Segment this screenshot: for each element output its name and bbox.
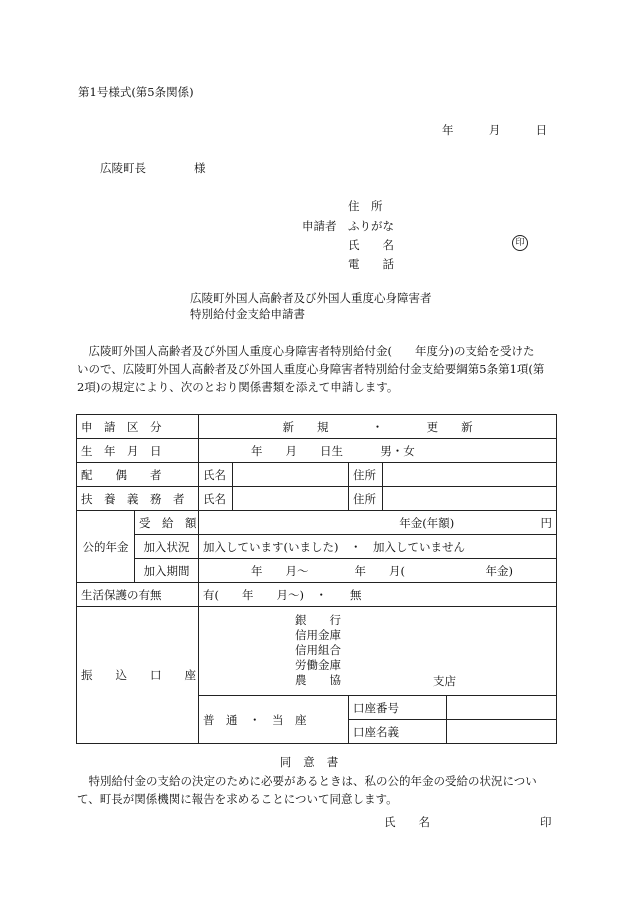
bank-type-list bbox=[295, 607, 341, 688]
row-pension-status bbox=[77, 535, 557, 559]
bank-type-nokyo: 農 協 bbox=[295, 673, 341, 687]
date-line bbox=[442, 122, 547, 138]
addressee-honorific: 様 bbox=[194, 161, 206, 175]
spouse-name-label: 氏名 bbox=[199, 463, 233, 487]
row-spouse bbox=[77, 463, 557, 487]
pension-label: 公的年金 bbox=[77, 511, 135, 583]
applicant-furigana-label: ふりがな bbox=[348, 219, 394, 233]
consent-seal: 印 bbox=[540, 815, 552, 829]
pension-status-value: 加入しています(いました) ・ 加入していません bbox=[199, 535, 557, 559]
pension-amount-text: 年金(年額) bbox=[399, 515, 455, 530]
bank-type-bank: 銀 行 bbox=[295, 613, 341, 627]
addressee-name: 広陵町長 bbox=[100, 161, 146, 175]
spouse-label: 配 偶 者 bbox=[77, 463, 199, 487]
body-line1: 広陵町外国人高齢者及び外国人重度心身障害者特別給付金( 年度分)の支給を受けた bbox=[88, 344, 535, 358]
consent-title: 同意書 bbox=[279, 755, 351, 769]
welfare-label: 生活保護の有無 bbox=[77, 583, 199, 607]
date-year: 年 bbox=[442, 123, 454, 137]
pension-amount-label: 受 給 額 bbox=[135, 511, 199, 535]
supporter-address-label: 住所 bbox=[349, 487, 383, 511]
consent-body bbox=[77, 772, 555, 808]
supporter-name-label: 氏名 bbox=[199, 487, 233, 511]
branch-label: 支店 bbox=[433, 674, 456, 688]
applicant-address-label: 住 所 bbox=[348, 199, 383, 213]
date-month: 月 bbox=[488, 123, 501, 137]
account-name-field[interactable] bbox=[447, 720, 557, 744]
application-table bbox=[76, 414, 557, 744]
birth-value bbox=[199, 439, 557, 463]
row-pension-period bbox=[77, 559, 557, 583]
application-type-label: 申 請 区 分 bbox=[77, 415, 199, 439]
bank-type-shinkin: 信用金庫 bbox=[295, 628, 341, 642]
account-name-label: 口座名義 bbox=[349, 720, 447, 744]
transfer-label: 振 込 口 座 bbox=[77, 607, 199, 744]
option-renew: 更 新 bbox=[426, 419, 473, 434]
account-number-label: 口座番号 bbox=[349, 696, 447, 720]
account-type-label: 普 通 ・ 当 座 bbox=[199, 696, 349, 744]
applicant-name-label: 氏 名 bbox=[348, 238, 394, 252]
bank-type-rokin: 労働金庫 bbox=[295, 658, 341, 672]
birth-date: 年 月 日生 bbox=[251, 443, 343, 458]
consent-line2: て、町長が関係機関に報告を求めることについて同意します。 bbox=[77, 792, 398, 806]
pension-period-value: 年 月〜 年 月( 年金) bbox=[199, 559, 557, 583]
row-supporter bbox=[77, 487, 557, 511]
applicant-phone-label: 電 話 bbox=[348, 257, 394, 271]
spouse-address-field[interactable] bbox=[383, 463, 557, 487]
body-line2: いので、広陵町外国人高齢者及び外国人重度心身障害者特別給付金支給要綱第5条第1項(第 bbox=[77, 362, 545, 376]
birth-label: 生 年 月 日 bbox=[77, 439, 199, 463]
document-title-line2: 特別給付金支給申請書 bbox=[190, 307, 305, 321]
birth-sex: 男・女 bbox=[380, 443, 415, 458]
application-body bbox=[77, 342, 555, 396]
row-transfer-bank bbox=[77, 607, 557, 696]
applicant-label: 申請者 bbox=[302, 219, 337, 233]
supporter-address-field[interactable] bbox=[383, 487, 557, 511]
consent-name-label: 氏 名 bbox=[384, 815, 430, 829]
option-separator: ・ bbox=[371, 419, 384, 434]
spouse-address-label: 住所 bbox=[349, 463, 383, 487]
pension-amount-unit: 円 bbox=[540, 515, 553, 530]
spouse-name-field[interactable] bbox=[233, 463, 349, 487]
applicant-seal-icon: 印 bbox=[512, 235, 528, 251]
row-pension-amount bbox=[77, 511, 557, 535]
supporter-label: 扶 養 義 務 者 bbox=[77, 487, 199, 511]
pension-status-label: 加入状況 bbox=[135, 535, 199, 559]
bank-type-cell bbox=[199, 607, 557, 696]
form-number: 第1号様式(第5条関係) bbox=[78, 85, 194, 99]
bank-type-shinkumi: 信用組合 bbox=[295, 643, 341, 657]
account-number-field[interactable] bbox=[447, 696, 557, 720]
row-birth bbox=[77, 439, 557, 463]
row-welfare bbox=[77, 583, 557, 607]
option-new: 新 規 bbox=[282, 419, 329, 434]
addressee bbox=[100, 160, 206, 176]
pension-amount-value bbox=[199, 511, 557, 535]
application-type-options bbox=[199, 415, 557, 439]
document-title-line1: 広陵町外国人高齢者及び外国人重度心身障害者 bbox=[190, 291, 432, 305]
date-day: 日 bbox=[535, 123, 548, 137]
consent-line1: 特別給付金の支給の決定のために必要があるときは、私の公的年金の受給の状況につい bbox=[88, 774, 537, 788]
pension-period-label: 加入期間 bbox=[135, 559, 199, 583]
supporter-name-field[interactable] bbox=[233, 487, 349, 511]
body-line3: 2項)の規定により、次のとおり関係書類を添えて申請します。 bbox=[77, 380, 399, 394]
row-application-type bbox=[77, 415, 557, 439]
welfare-value: 有( 年 月〜) ・ 無 bbox=[199, 583, 557, 607]
